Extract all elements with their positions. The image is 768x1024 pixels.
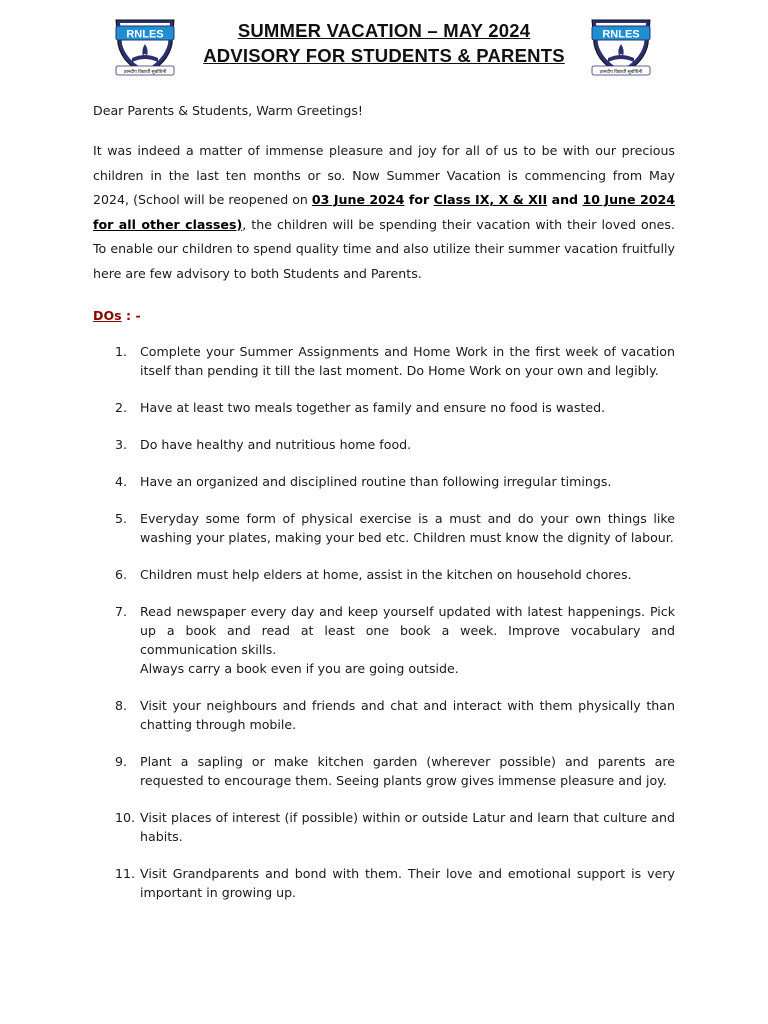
list-item bbox=[93, 435, 675, 454]
intro-text-2: , the children will be spending their vacation with their loved ones. To enable our children to spend quality time and also utilize their summer vacation fruitfully here are few advisory to both Students and Parents. bbox=[93, 216, 675, 281]
list-item-number: 7. bbox=[115, 603, 128, 619]
list-item-text: Everyday some form of physical exercise is a must and do your own things like washing your plates, making your bed etc. Children must know the dignity of labour. bbox=[140, 510, 675, 545]
document-body bbox=[93, 101, 675, 920]
reopen-date-1: 03 June 2024 bbox=[311, 192, 405, 208]
logo-tagline: ज्ञानदीप विद्यार्थी सुबोधिनी bbox=[599, 70, 643, 75]
document-title-line1: SUMMER VACATION – MAY 2024 bbox=[237, 20, 531, 41]
list-item-text: Do have healthy and nutritious home food. bbox=[140, 436, 412, 452]
dos-label: DOs bbox=[93, 307, 122, 323]
list-item-text: Complete your Summer Assignments and Home Work in the first week of vacation itself than pending it till the last moment. Do Home Work on your own and legibly. bbox=[140, 343, 675, 378]
logo-tagline: ज्ञानदीप विद्यार्थी सुबोधिनी bbox=[123, 70, 167, 75]
school-logo-left bbox=[108, 14, 182, 78]
dos-list bbox=[93, 342, 675, 902]
list-item-text: Have an organized and disciplined routine than following irregular timings. bbox=[140, 473, 612, 489]
list-item-number: 2. bbox=[115, 399, 128, 415]
list-item-number: 11. bbox=[115, 865, 136, 881]
list-item-text: Visit places of interest (if possible) within or outside Latur and learn that culture and habits. bbox=[140, 809, 675, 844]
list-item-number: 8. bbox=[115, 697, 128, 713]
list-item bbox=[93, 398, 675, 417]
list-item-extra-text: Always carry a book even if you are going outside. bbox=[140, 660, 459, 676]
logo-text: RNLES bbox=[602, 28, 640, 41]
intro-paragraph bbox=[93, 139, 675, 287]
intro-text-1: It was indeed a matter of immense pleasure and joy for all of us to be with our precious children in the last ten months or so. Now Summer Vacation is commencing from May 2024, (School will be reopened on bbox=[93, 143, 675, 208]
list-item-number: 5. bbox=[115, 510, 128, 526]
list-item bbox=[93, 472, 675, 491]
document-title-line2: ADVISORY FOR STUDENTS & PARENTS bbox=[203, 45, 565, 66]
list-item bbox=[93, 565, 675, 584]
reopen-date-2: 10 June 2024 for all other classes) bbox=[93, 192, 675, 232]
list-item bbox=[93, 342, 675, 380]
list-item-number: 6. bbox=[115, 566, 128, 582]
dos-heading bbox=[93, 306, 675, 326]
list-item bbox=[93, 696, 675, 734]
list-item bbox=[93, 752, 675, 790]
list-item-text: Children must help elders at home, assist in the kitchen on household chores. bbox=[140, 566, 632, 582]
intro-and: and bbox=[547, 192, 583, 208]
list-item-text: Have at least two meals together as family and ensure no food is wasted. bbox=[140, 399, 606, 415]
list-item-text: Visit Grandparents and bond with them. Their love and emotional support is very important in growing up. bbox=[140, 865, 675, 900]
list-item-number: 4. bbox=[115, 473, 128, 489]
document-header bbox=[0, 0, 768, 90]
reopen-classes-1: Class IX, X & XII bbox=[433, 192, 548, 208]
school-logo-right bbox=[584, 14, 658, 78]
list-item-text: Visit your neighbours and friends and chat and interact with them physically than chatting through mobile. bbox=[140, 697, 675, 732]
list-item-number: 9. bbox=[115, 753, 128, 769]
list-item bbox=[93, 864, 675, 902]
greeting: Dear Parents & Students, Warm Greetings! bbox=[93, 103, 363, 118]
list-item-number: 3. bbox=[115, 436, 128, 452]
list-item-text: Plant a sapling or make kitchen garden (wherever possible) and parents are requested to encourage them. Seeing plants grow gives immense pleasure and joy. bbox=[140, 753, 675, 788]
list-item bbox=[93, 509, 675, 547]
intro-for: for bbox=[404, 192, 434, 208]
list-item-number: 10. bbox=[115, 809, 136, 825]
list-item-text: Read newspaper every day and keep yourself updated with latest happenings. Pick up a book and read at least one book a week. Improve vocabulary and communication skills. bbox=[140, 603, 675, 657]
list-item bbox=[93, 808, 675, 846]
dos-suffix: : - bbox=[121, 307, 141, 323]
logo-text: RNLES bbox=[126, 28, 164, 41]
list-item-number: 1. bbox=[115, 343, 128, 359]
list-item bbox=[93, 602, 675, 678]
